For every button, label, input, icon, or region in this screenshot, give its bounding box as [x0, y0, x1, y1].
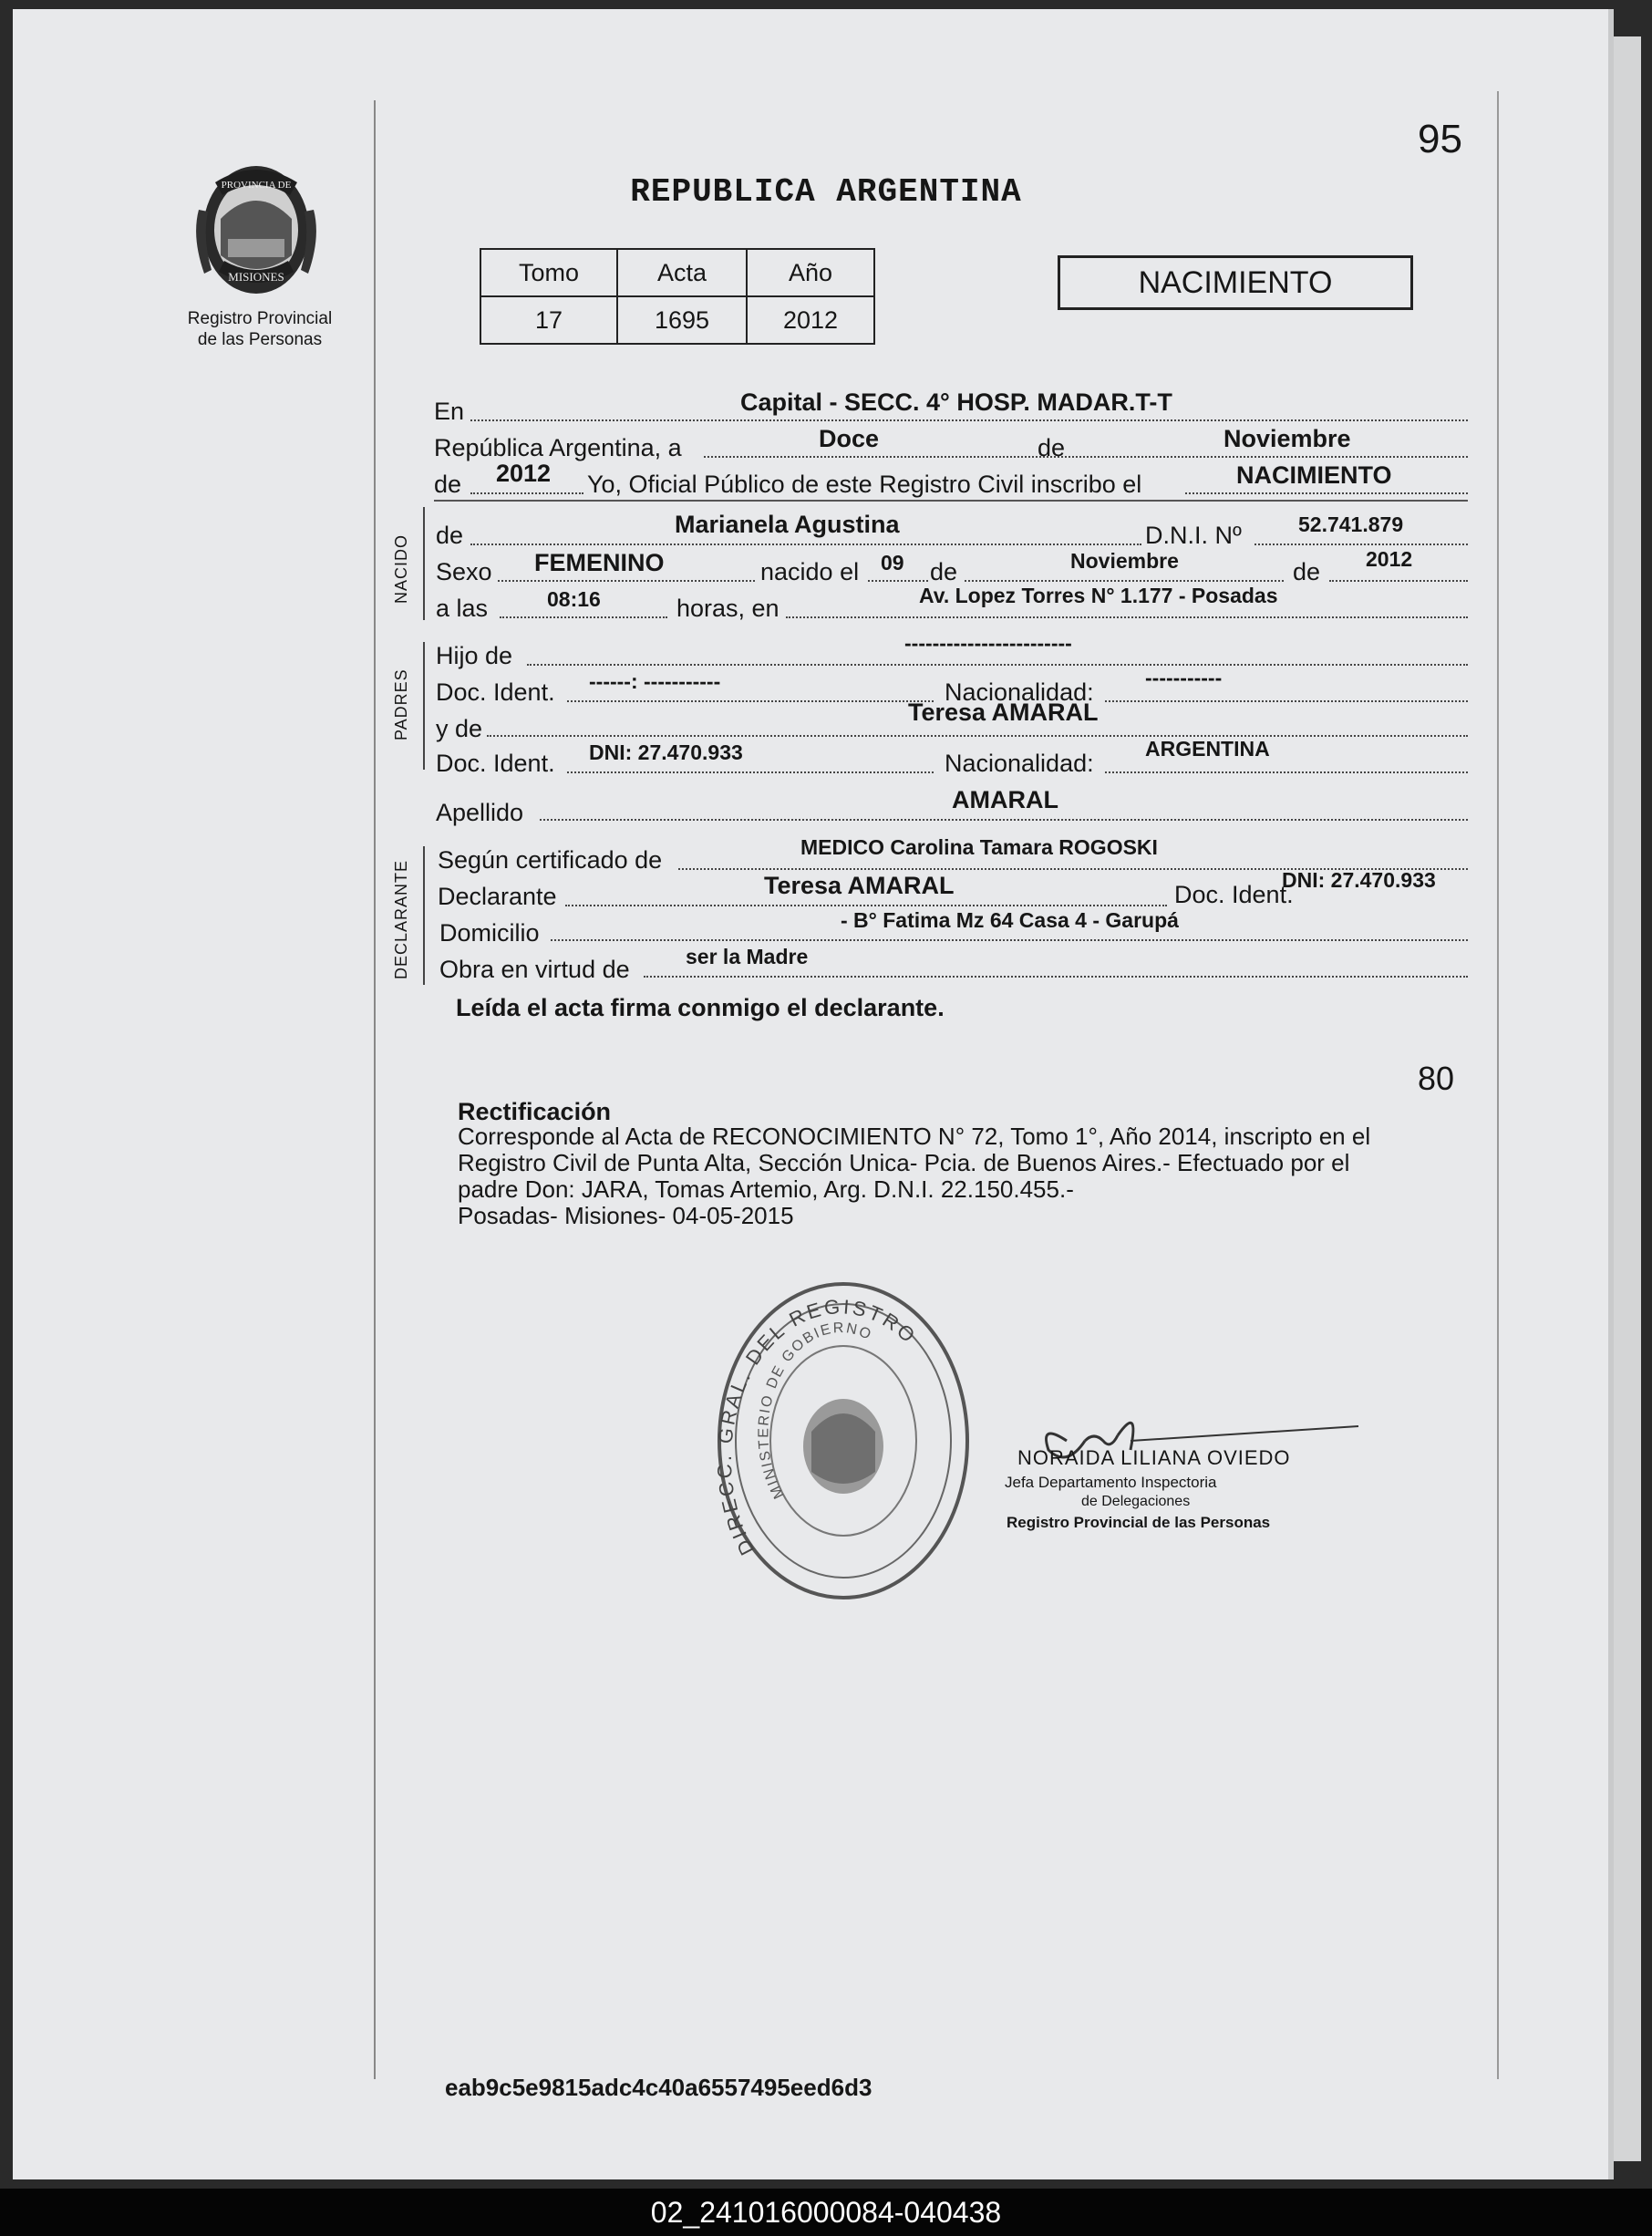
logo-caption-line2: de las Personas — [197, 330, 323, 349]
dotted-line — [540, 819, 1468, 821]
table-header-anio: Año — [747, 249, 874, 296]
official-oval-stamp-icon — [711, 1277, 976, 1605]
hijo-de-label: Hijo de — [436, 642, 513, 669]
dotted-line — [965, 580, 1284, 582]
mother-nationality-label: Nacionalidad: — [945, 750, 1094, 777]
birth-place: Av. Lopez Torres N° 1.177 - Posadas — [919, 584, 1278, 607]
declarante-doc-label: Doc. Ident. — [1174, 881, 1294, 908]
yo-text: Yo, Oficial Público de este Registro Civil inscribo el — [587, 471, 1142, 498]
declarante-doc: DNI: 27.470.933 — [1282, 868, 1436, 892]
certificate-doctor: MEDICO Carolina Tamara ROGOSKI — [800, 835, 1158, 859]
birth-year: 2012 — [1366, 547, 1413, 571]
father-name: ------------------------ — [904, 631, 1072, 655]
dotted-line — [1329, 580, 1468, 582]
document-hash: eab9c5e9815adc4c40a6557495eed6d3 — [445, 2074, 872, 2101]
segun-label: Según certificado de — [438, 846, 663, 874]
mother-doc: DNI: 27.470.933 — [589, 740, 743, 764]
section-bar-padres — [423, 642, 425, 770]
signer-title-line2: de Delegaciones — [1081, 1494, 1191, 1509]
dotted-line — [644, 976, 1468, 978]
dotted-line — [1254, 543, 1468, 545]
dotted-line — [1105, 700, 1468, 702]
dotted-line — [470, 492, 583, 494]
father-doc-label: Doc. Ident. — [436, 678, 555, 706]
record-type-box: NACIMIENTO — [1058, 255, 1413, 310]
rectificacion-line: Registro Civil de Punta Alta, Sección Unica- Pcia. de Buenos Aires.- Efectuado por el — [458, 1149, 1350, 1176]
dotted-line — [470, 419, 1468, 421]
apellido-value: AMARAL — [952, 786, 1058, 813]
birth-time: 08:16 — [547, 587, 601, 611]
section-bar-nacido — [423, 507, 425, 620]
table-header-acta: Acta — [617, 249, 747, 296]
dni-label: D.N.I. Nº — [1145, 522, 1242, 549]
obra-value: ser la Madre — [686, 945, 809, 968]
closing-statement: Leída el acta firma conmigo el declarante. — [456, 994, 945, 1021]
dotted-line — [567, 771, 934, 773]
domicilio-label: Domicilio — [439, 919, 540, 947]
dotted-line — [565, 905, 1167, 906]
stamp-outer-text: DIRECC. GRAL. DEL REGISTRO — [712, 1294, 922, 1559]
year-value: 2012 — [496, 460, 552, 487]
father-doc: ------: ----------- — [589, 669, 721, 693]
father-nationality: ----------- — [1145, 666, 1223, 689]
logo-text-bottom: MISIONES — [228, 270, 284, 284]
dotted-line — [527, 664, 1468, 666]
mother-nationality: ARGENTINA — [1145, 737, 1270, 761]
de-label: de — [1038, 434, 1066, 461]
horas-en-label: horas, en — [676, 595, 780, 622]
sexo-label: Sexo — [436, 558, 492, 585]
logo-caption-line1: Registro Provincial — [187, 309, 333, 328]
father-nationality-label: Nacionalidad: — [945, 678, 1094, 706]
inscribe-value: NACIMIENTO — [1236, 461, 1392, 489]
rectificacion-heading: Rectificación — [458, 1098, 612, 1125]
y-de-label: y de — [436, 715, 483, 742]
child-name: Marianela Agustina — [675, 511, 900, 538]
table-header-tomo: Tomo — [480, 249, 617, 296]
table-value-acta: 1695 — [617, 296, 747, 344]
dotted-line — [1185, 492, 1468, 494]
marginal-number: 80 — [1418, 1060, 1455, 1097]
birth-month: Noviembre — [1070, 549, 1179, 573]
a-las-label: a las — [436, 595, 489, 622]
declarante-label: Declarante — [438, 883, 557, 910]
de-month-label: de — [930, 558, 958, 585]
separator-line — [434, 500, 1468, 502]
dotted-line — [1105, 771, 1468, 773]
obra-label: Obra en virtud de — [439, 956, 630, 983]
signer-title-line3: Registro Provincial de las Personas — [1007, 1514, 1271, 1531]
dotted-line — [498, 580, 755, 582]
dotted-line — [868, 580, 928, 582]
logo-caption — [155, 308, 365, 350]
de-year-label: de — [434, 471, 462, 498]
month-value: Noviembre — [1224, 425, 1351, 452]
rectificacion-line: padre Don: JARA, Tomas Artemio, Arg. D.N.I. 22.150.455.- — [458, 1175, 1074, 1203]
sexo-value: FEMENINO — [534, 549, 665, 576]
section-bar-declarante — [423, 846, 425, 985]
day-value: Doce — [819, 425, 880, 452]
section-label-padres: PADRES — [392, 668, 410, 740]
dotted-line — [500, 616, 667, 618]
domicilio-value: - B° Fatima Mz 64 Casa 4 - Garupá — [841, 908, 1179, 932]
dotted-line — [704, 456, 1468, 458]
dotted-line — [567, 700, 934, 702]
apellido-label: Apellido — [436, 799, 524, 826]
republica-label: República Argentina, a — [434, 434, 682, 461]
logo-text-top: PROVINCIA DE — [221, 180, 292, 191]
signer-name: NORAIDA LILIANA OVIEDO — [1017, 1446, 1291, 1469]
mother-doc-label: Doc. Ident. — [436, 750, 555, 777]
rectificacion-line: Posadas- Misiones- 04-05-2015 — [458, 1202, 794, 1229]
stamp-inner-text: MINISTERIO DE GOBIERNO — [756, 1320, 875, 1502]
section-label-nacido: NACIDO — [392, 533, 410, 604]
dotted-line — [470, 543, 1141, 545]
dotted-line — [786, 616, 1468, 618]
table-value-anio: 2012 — [747, 296, 874, 344]
page-number: 95 — [1418, 117, 1462, 161]
mother-name: Teresa AMARAL — [908, 699, 1099, 726]
scan-footer: 02_241016000084-040438 — [0, 2189, 1652, 2236]
birth-day: 09 — [881, 551, 904, 575]
right-margin-rule — [1497, 91, 1499, 2079]
dotted-line — [551, 939, 1468, 941]
nacido-el-label: nacido el — [760, 558, 860, 585]
signer-title-line1: Jefa Departamento Inspectoria — [1005, 1474, 1217, 1491]
child-dni: 52.741.879 — [1298, 512, 1404, 536]
de-year-label: de — [1293, 558, 1321, 585]
record-table — [480, 248, 875, 345]
en-label: En — [434, 398, 465, 425]
dotted-line — [487, 735, 1468, 737]
left-margin-rule — [374, 100, 376, 2079]
table-value-tomo: 17 — [480, 296, 617, 344]
rectificacion-body — [458, 1123, 1456, 1229]
declarante-name: Teresa AMARAL — [764, 872, 955, 899]
section-label-declarante: DECLARANTE — [392, 859, 410, 979]
de-name-label: de — [436, 522, 464, 549]
place-value: Capital - SECC. 4° HOSP. MADAR.T-T — [740, 388, 1172, 416]
rectificacion-line: Corresponde al Acta de RECONOCIMIENTO N° 72, Tomo 1°, Año 2014, inscripto en el — [458, 1123, 1371, 1150]
document-title: REPUBLICA ARGENTINA — [630, 173, 1022, 211]
